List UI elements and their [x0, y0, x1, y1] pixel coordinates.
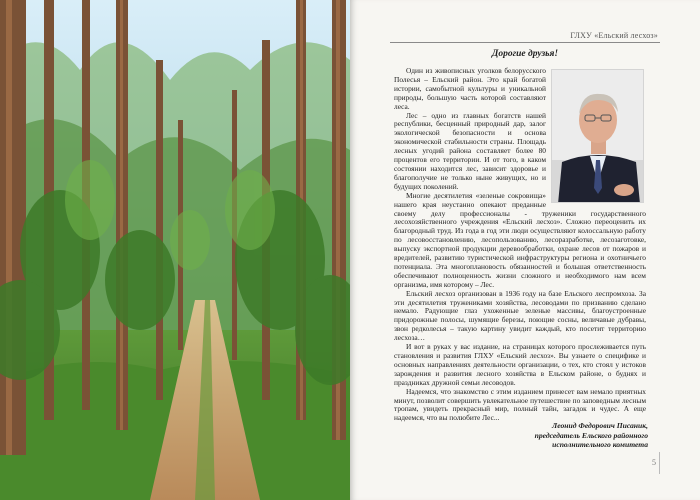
portrait-illustration — [552, 70, 644, 203]
letter-paragraph: И вот в руках у вас издание, на страницах которого прослеживается путь становления и развития ГЛХУ «Ельский лесхоз». Вы узнаете о специфике и основных направлениях деятельности организации, о тех, кто стоял у истоков зарождения и развития лесного хозяйства в Ельском районе, о буднях и праздниках дружной семьи лесоводов. — [394, 342, 646, 387]
letter-paragraph: Надеемся, что знакомство с этим изданием принесет вам немало приятных минут, позволит совершить увлекательное путешествие по заповедным лесным тропам, увидеть прекрасный мир, полный тайн, загадок и чудес. А еще надеемся, что вы полюбите Лес... — [394, 386, 646, 423]
page-edge-rule — [659, 452, 660, 474]
letter-page — [350, 0, 700, 500]
header-rule — [390, 42, 660, 43]
letter-paragraph: Ельский лесхоз организован в 1936 году на базе Ельского леспромхоза. За эти десятилетия тружениками хозяйства, лесоводами по призванию сделано немало. Радующие глаз ухоженные зеленые массивы, благоустроенные придорожные полосы, шумящие березы, поющие сосны, величавые дубравы, звон редколесья – такую картину увидит каждый, кто посетит территорию лесхоза… — [394, 288, 646, 343]
signature-title-line1: председатель Ельского районного — [534, 430, 648, 440]
letter-greeting: Дорогие друзья! — [491, 49, 559, 59]
letter-paragraph: Многие десятилетия «зеленые сокровища» нашего края неустанно опекают преданные своему делу профессионалы - труженики государственного лесохозяйственного учреждения «Ельский лесхоз». Сложно переоценить их благородный труд. Из года в год эти люди осуществляют колоссальную работу по лесовосстановлению, лесопользованию, лесоразработке, лесозаготовке, выпуску экспортной продукции деревообработки, охране лесов от пожаров и вредителей, развитию туристической инфраструктуры региона и охотничьего потенциала. Эта многоплановость обязанностей и большая ответственность обеспечивают полноценность жизни сложного и необходимого нам всем организма, имя которому – Лес. — [394, 190, 646, 289]
signature-name: Леонид Федорович Писаник, — [552, 421, 648, 430]
letter-paragraph: Лес – одно из главных богатств нашей республики, бесценный природный дар, залог экологической безопасности и основа экономической стабильности страны. Площадь лесных угодий района составляет более 80 процентов его территории. И от того, в каком состоянии находится лес, зависит здоровье и благополучие не только ныне живущих, но и будущих поколений. — [394, 110, 546, 191]
running-head: ГЛХУ «Ельский лесхоз» — [570, 31, 658, 40]
letter-paragraph: Один из живописных уголков белорусского Полесья – Ельский район. Это край богатой истории, самобытной культуры и уникальной природы, большую часть которой составляют леса. — [394, 66, 546, 111]
author-portrait — [551, 69, 644, 203]
letter-signature — [535, 421, 648, 450]
page-number: 5 — [652, 458, 656, 467]
signature-title-line2: исполнительного комитета — [552, 440, 648, 449]
